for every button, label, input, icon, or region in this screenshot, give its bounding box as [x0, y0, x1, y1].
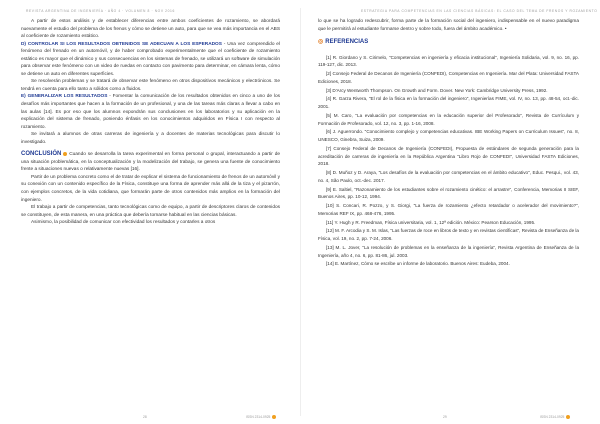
paragraph: El trabajo a partir de competencias, tanto tecnológicas como de equipo, a partir de descriptores claros de contenidos se constituyen, de esta manera, en una práctica que debería tornarse habitual en las ciencias básicas. [21, 205, 280, 218]
reference-item: [14] E. Martínez, Cómo se escribe un informe de laboratorio. Buenos Aires: Eudeba, 2004. [326, 261, 510, 267]
intro-paragraph: lo que se ha logrado redescubrir, forma parte de la formación social del ingeniero, indispensable en el nuevo paradigma que le permitirá al estudiante formarse dentro y sobre todo, fuera del ámbito académico. • [318, 19, 579, 32]
right-footer [540, 415, 570, 419]
left-footer [246, 415, 276, 419]
conclusion-title: CONCLUSIÓN [21, 151, 62, 158]
references-title: REFERENCIAS [325, 39, 369, 46]
reference-item: [3] D'Arcy Wentworth Thompson. On Growth and Form. Dover. New York: Cambridge University Press, 1992. [326, 87, 548, 93]
conclusion [21, 151, 280, 174]
reference-item: [12] M. F. Arcodia y S. M. Islas, "Las fuerzas de roce en libros de texto y en revistas científicas", Revista de Enseñanza de la Física, vol. 19, no. 2, pp. 7-24, 2006. [318, 228, 579, 242]
journal-logo-icon [272, 415, 276, 419]
reference-item: [11] Y. Hugh y R. Freedman, Física universitaria, vol. 1, 12ª edición. México: Pearson Educación, 1995. [326, 219, 536, 225]
reference-item: [8] D. Muñoz y D. Araya, "Los desafíos de la evaluación por competencias en el ámbito educativo", Educ. Pesqui., vol. 43, no. 4, São Paulo, oct.-dec. 2017. [318, 170, 579, 183]
right-footer-text: ISSN 2314-0925 [540, 414, 565, 419]
reference-item: [7] Consejo Federal de Decanos de Ingeniería (CONFEDI), Propuesta de estándares de segunda generación para la acreditación de carreras de ingeniería en la República Argentina "Libro Rojo de CONFEDI", Universidad FASTA Ediciones, 2018. [318, 145, 579, 167]
section-d-title: D) CONTROLAR SI LOS RESULTADOS OBTENIDOS SE ADECUAN A LOS ESPERADOS [21, 41, 222, 47]
paragraph: A partir de estos análisis y de establecer diferencias entre ambos coeficientes de rozamiento, se abordará nuevamente el estudio del problema de los frenos y cómo se detiene un auto, para que se vea más importancia en el ABS al coeficiente de rozamiento estático. [21, 19, 280, 40]
reference-list [318, 54, 579, 269]
paragraph: Partir de un problema concreto como el de tratar de explicar el sistema de funcionamiento de frenos de un automóvil y su conexión con un contenido específico de la Física, constituye una forma de aprender más allá de la tiza y el pizarrón, con ejemplos concretos, de la vida cotidiana, que formarán parte de otros contenidos más amplios en la formación del ingeniero. [21, 174, 280, 203]
left-footer-text: ISSN 2314-0925 [246, 414, 271, 419]
reference-item: [5] M. Caro, "La evaluación por competencias en la educación superior del Profesorado", Revista de Currículum y Formación de Profesorado, vol. 12, no. 3, pp. 1-16, 2008. [318, 112, 579, 126]
journal-logo-icon [566, 415, 570, 419]
paragraph: Se resolverán problemas y se tratará de observar este fenómeno en otros dispositivos mecánicos y electrónicos. Se tendrá en cuenta para ello tanto a sólidos como a fluidos. [21, 79, 280, 92]
reference-item: [6] J. Aguerrondo. "Conocimiento complejo y competencias educativas. IBE Working Papers on Curriculum Issues", no. 8, UNESCO, Ginebra, Suiza, 2009. [318, 129, 579, 143]
section-e [21, 93, 280, 131]
references-heading [318, 39, 579, 47]
right-page [300, 0, 600, 424]
reference-item: [13] M. L. Jover, "La resolución de problemas en la enseñanza de la ingeniería", Revista Argentina de Enseñanza de la Ingeniería, año 4, no. 6, pp. 81-86, jul. 2003. [318, 244, 579, 258]
right-running-header: ESTRATEGIA PARA COMPETENCIAS EN LAS CIENCIAS BÁSICAS: EL CASO DEL TEMA DE FRENOS Y ROZAMIENTO [361, 9, 598, 13]
left-body [21, 18, 280, 227]
paragraph: Se invitará a alumnos de otras carreras de ingeniería y a docentes de materias tecnológicas para discutir lo investigado. [21, 132, 280, 145]
reference-item: [4] R. Garza Rivera, "El rol de la física en la formación del ingeniero", Ingenierías FIME, vol. IV, no. 13, pp. 48-54, oct.-dic. 2001. [318, 96, 579, 110]
left-running-header: REVISTA ARGENTINA DE INGENIERÍA · AÑO 4 · VOLUMEN 8 · NOV 2016 [26, 9, 175, 13]
section-d-text: - Una vez comprendido el fenómeno del frenado en un automóvil, y de haber comprobado experimentalmente que el coeficiente de rozamiento estático es mayor que el dinámico y sus consecuencias en los sistemas de frenado, se utilizará un software de simulación para observar este fenómeno con un video de ruedas en contacto con pavimento para determinar, en cámara lenta, cómo se detiene un auto en diferentes superficies. [21, 41, 281, 77]
section-e-title: E) GENERALIZAR LOS RESULTADOS [21, 94, 108, 100]
section-d [21, 41, 280, 79]
double-circle-icon: ◎ [318, 39, 324, 46]
reference-item: [1] R. Giordano y S. Cirimelo, "Competencias en ingeniería y eficacia institucional", Ingeniería Solidaria, vol. 9, no. 16, pp. 119-127, dic. 2013. [318, 54, 579, 68]
left-page-number: 28 [143, 415, 147, 419]
reference-item: [10] S. Concari, R. Pozzo, y S. Giorgi, "La fuerza de rozamiento ¿efecto retardador o acelerador del movimiento?", Memorias REF IX, pp. 468-476, 1995. [318, 203, 579, 216]
reference-item: [9] E. Saltiel, "Razonamiento de los estudiantes sobre el rozamiento cinético: el arrastre", Conferencia, Memorias II SIEF, Buenos Aires, pp. 10-12, 1994. [318, 186, 579, 200]
right-body [318, 18, 579, 268]
section-e-text: - Fomentar la comunicación de los resultados obtenidos en cinco a uno de los desafíos más importantes que hacen a la formación de un profesional, y una de las tareas más claras a llevar a cabo en las aulas [14]. Es por eso que los alumnos expondrán sus conclusiones en los laboratorios y su aplicación en la explicación del sistema de frenado, poniendo énfasis en los conocimientos adquiridos en Física I con respecto al rozamiento. [21, 94, 280, 130]
conclusion-text: Cuando se desarrolla la tarea experimental en forma personal o grupal, interactuando a partir de una situación problemática, en la conceptualización y la modelización del trabajo, se genera una fuente de conocimiento frente a situaciones nuevas o relativamente nuevas [16]. [21, 152, 280, 173]
reference-item: [2] Consejo Federal de Decanos de Ingeniería (CONFEDI), Competencias en Ingeniería. Mar del Plata: Universidad FASTA Ediciones, 2018. [318, 71, 579, 84]
right-page-number: 29 [443, 415, 447, 419]
paragraph: Asimismo, la posibilidad de comunicar con efectividad los resultados y contarles a otros [31, 220, 216, 226]
